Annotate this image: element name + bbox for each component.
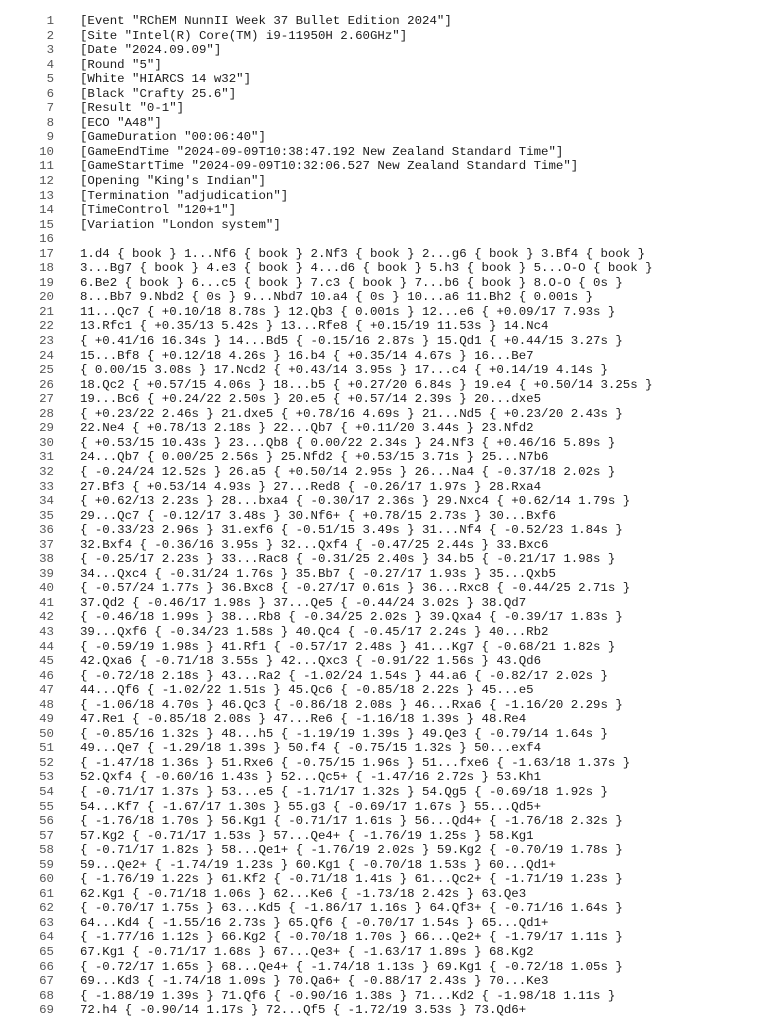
line-text[interactable]: 22.Ne4 { +0.78/13 2.18s } 22...Qb7 { +0.11/20 3.44s } 23.Nfd2	[80, 421, 534, 436]
line-text[interactable]: { -1.88/19 1.39s } 71.Qf6 { -0.90/16 1.38s } 71...Kd2 { -1.98/18 1.11s }	[80, 988, 616, 1003]
line-number: 2	[46, 28, 54, 43]
text-line[interactable]	[0, 509, 768, 524]
line-text[interactable]: { -0.57/24 1.77s } 36.Bxc8 { -0.27/17 0.61s } 36...Rxc8 { -0.44/25 2.71s }	[80, 581, 631, 596]
text-line[interactable]	[0, 392, 768, 407]
line-number: 1	[46, 14, 54, 28]
line-number: 28	[39, 406, 54, 421]
text-line[interactable]	[0, 989, 768, 1004]
line-text[interactable]: { -0.33/23 2.96s } 31.exf6 { -0.51/15 3.49s } 31...Nf4 { -0.52/23 1.84s }	[80, 523, 623, 538]
text-line[interactable]	[0, 494, 768, 509]
text-line[interactable]	[0, 814, 768, 829]
text-line[interactable]	[0, 785, 768, 800]
text-line[interactable]	[0, 305, 768, 320]
text-line[interactable]	[0, 130, 768, 145]
line-text[interactable]: 47.Re1 { -0.85/18 2.08s } 47...Re6 { -1.16/18 1.39s } 48.Re4	[80, 712, 527, 727]
line-number: 59	[39, 857, 54, 872]
line-text[interactable]: [Termination "adjudication"]	[80, 188, 289, 203]
text-line[interactable]	[0, 276, 768, 291]
line-number: 42	[39, 610, 54, 625]
text-line[interactable]	[0, 159, 768, 174]
text-line[interactable]	[0, 872, 768, 887]
line-text[interactable]: 15...Bf8 { +0.12/18 4.26s } 16.b4 { +0.35/14 4.67s } 16...Be7	[80, 348, 534, 363]
line-number: 39	[39, 566, 54, 581]
line-text[interactable]: 29...Qc7 { -0.12/17 3.48s } 30.Nf6+ { +0.78/15 2.73s } 30...Bxf6	[80, 508, 556, 523]
line-number: 48	[39, 697, 54, 712]
line-number: 67	[39, 974, 54, 989]
line-text[interactable]	[54, 232, 768, 247]
text-line[interactable]	[0, 436, 768, 451]
text-line[interactable]	[0, 174, 768, 189]
line-number: 30	[39, 435, 54, 450]
text-line[interactable]	[0, 756, 768, 771]
line-text[interactable]: [Site "Intel(R) Core(TM) i9-11950H 2.60GHz"]	[80, 28, 408, 43]
line-number: 69	[39, 1003, 54, 1018]
line-text[interactable]: 59...Qe2+ { -1.74/19 1.23s } 60.Kg1 { -0.70/18 1.53s } 60...Qd1+	[80, 857, 556, 872]
line-text[interactable]: [Round "5"]	[80, 57, 162, 72]
text-line[interactable]	[0, 363, 768, 378]
line-text[interactable]: 52.Qxf4 { -0.60/16 1.43s } 52...Qc5+ { -1.47/16 2.72s } 53.Kh1	[80, 770, 542, 785]
line-text[interactable]: 27.Bf3 { +0.53/14 4.93s } 27...Red8 { -0.26/17 1.97s } 28.Rxa4	[80, 479, 542, 494]
line-text[interactable]: 34...Qxc4 { -0.31/24 1.76s } 35.Bb7 { -0.27/17 1.93s } 35...Qxb5	[80, 566, 556, 581]
line-text[interactable]: 18.Qc2 { +0.57/15 4.06s } 18...b5 { +0.27/20 6.84s } 19.e4 { +0.50/14 3.25s }	[80, 377, 653, 392]
text-line[interactable]	[0, 421, 768, 436]
text-line[interactable]	[0, 43, 768, 58]
line-text[interactable]: { -0.46/18 1.99s } 38...Rb8 { -0.34/25 2.02s } 39.Qxa4 { -0.39/17 1.83s }	[80, 610, 623, 625]
text-line[interactable]	[0, 1003, 768, 1018]
text-line[interactable]	[0, 829, 768, 844]
text-line[interactable]	[0, 887, 768, 902]
line-number: 3	[46, 43, 54, 58]
line-text[interactable]: [Black "Crafty 25.6"]	[80, 86, 237, 101]
text-line[interactable]	[0, 770, 768, 785]
text-line[interactable]	[0, 58, 768, 73]
line-number: 49	[39, 712, 54, 727]
line-number: 35	[39, 508, 54, 523]
line-text[interactable]: { +0.62/13 2.23s } 28...bxa4 { -0.30/17 2.36s } 29.Nxc4 { +0.62/14 1.79s }	[80, 494, 631, 509]
line-text[interactable]: { -0.85/16 1.32s } 48...h5 { -1.19/19 1.39s } 49.Qe3 { -0.79/14 1.64s }	[80, 726, 608, 741]
text-line[interactable]	[0, 960, 768, 975]
line-number: 25	[39, 363, 54, 378]
line-text[interactable]: 44...Qf6 { -1.02/22 1.51s } 45.Qc6 { -0.85/18 2.22s } 45...e5	[80, 683, 534, 698]
line-text[interactable]: 13.Rfc1 { +0.35/13 5.42s } 13...Rfe8 { +0.15/19 11.53s } 14.Nc4	[80, 319, 549, 334]
text-line[interactable]	[0, 480, 768, 495]
line-text[interactable]: 32.Bxf4 { -0.36/16 3.95s } 32...Qxf4 { -0.47/25 2.44s } 33.Bxc6	[80, 537, 549, 552]
line-number: 64	[39, 930, 54, 945]
line-text[interactable]: { -0.24/24 12.52s } 26.a5 { +0.50/14 2.95s } 26...Na4 { -0.37/18 2.02s }	[80, 464, 616, 479]
line-text[interactable]: 72.h4 { -0.90/14 1.17s } 72...Qf5 { -1.72/19 3.53s } 73.Qd6+	[80, 1003, 527, 1018]
text-line[interactable]	[0, 145, 768, 160]
line-text[interactable]: 19...Bc6 { +0.24/22 2.50s } 20.e5 { +0.57/14 2.39s } 20...dxe5	[80, 392, 542, 407]
line-number: 57	[39, 828, 54, 843]
line-text[interactable]: { -1.47/18 1.36s } 51.Rxe6 { -0.75/15 1.96s } 51...fxe6 { -1.63/18 1.37s }	[80, 755, 631, 770]
line-text[interactable]: [ECO "A48"]	[80, 115, 162, 130]
text-line[interactable]	[0, 261, 768, 276]
line-text[interactable]: [Variation "London system"]	[80, 217, 281, 232]
text-line[interactable]	[0, 567, 768, 582]
text-line[interactable]	[0, 319, 768, 334]
text-line[interactable]	[0, 247, 768, 262]
line-number: 23	[39, 334, 54, 349]
line-number: 65	[39, 945, 54, 959]
text-line[interactable]	[0, 843, 768, 858]
line-text[interactable]: { -0.72/17 1.65s } 68...Qe4+ { -1.74/18 1.13s } 69.Kg1 { -0.72/18 1.05s }	[80, 959, 623, 974]
text-line[interactable]	[0, 974, 768, 989]
text-line[interactable]	[0, 858, 768, 873]
line-text[interactable]: [White "HIARCS 14 w32"]	[80, 72, 252, 87]
line-text[interactable]: 69...Kd3 { -1.74/18 1.09s } 70.Qa6+ { -0.88/17 2.43s } 70...Ke3	[80, 974, 549, 989]
text-line[interactable]	[0, 349, 768, 364]
text-line[interactable]	[0, 916, 768, 931]
text-line[interactable]	[0, 669, 768, 684]
text-line[interactable]	[0, 640, 768, 655]
line-text[interactable]: { +0.41/16 16.34s } 14...Bd5 { -0.15/16 2.87s } 15.Qd1 { +0.44/15 3.27s }	[80, 334, 623, 349]
line-number: 15	[39, 217, 54, 232]
line-number: 33	[39, 479, 54, 494]
line-text[interactable]: 3...Bg7 { book } 4.e3 { book } 4...d6 { book } 5.h3 { book } 5...O-O { book }	[80, 261, 653, 276]
text-line[interactable]	[0, 378, 768, 393]
text-line[interactable]	[0, 581, 768, 596]
text-line[interactable]	[0, 218, 768, 233]
text-line[interactable]	[0, 87, 768, 102]
text-line[interactable]	[0, 14, 768, 29]
line-text[interactable]: { -0.59/19 1.98s } 41.Rf1 { -0.57/17 2.48s } 41...Kg7 { -0.68/21 1.82s }	[80, 639, 616, 654]
line-number: 32	[39, 464, 54, 479]
line-text[interactable]: 6.Be2 { book } 6...c5 { book } 7.c3 { book } 7...b6 { book } 8.O-O { 0s }	[80, 275, 623, 290]
text-line[interactable]	[0, 727, 768, 742]
text-line[interactable]	[0, 538, 768, 553]
line-text[interactable]: 57.Kg2 { -0.71/17 1.53s } 57...Qe4+ { -1.76/19 1.25s } 58.Kg1	[80, 828, 534, 843]
line-number: 58	[39, 843, 54, 858]
line-text[interactable]: { -0.71/17 1.37s } 53...e5 { -1.71/17 1.32s } 54.Qg5 { -0.69/18 1.92s }	[80, 784, 608, 799]
line-number: 63	[39, 915, 54, 930]
line-number: 61	[39, 886, 54, 901]
line-text[interactable]: [Opening "King's Indian"]	[80, 174, 266, 189]
text-line[interactable]	[0, 465, 768, 480]
text-line[interactable]	[0, 101, 768, 116]
text-line[interactable]	[0, 232, 768, 247]
text-line[interactable]	[0, 116, 768, 131]
text-line[interactable]	[0, 450, 768, 465]
line-number: 47	[39, 683, 54, 698]
line-number: 20	[39, 290, 54, 305]
line-number: 8	[46, 115, 54, 130]
text-line[interactable]	[0, 625, 768, 640]
text-line[interactable]	[0, 698, 768, 713]
line-text[interactable]: 62.Kg1 { -0.71/18 1.06s } 62...Ke6 { -1.73/18 2.42s } 63.Qe3	[80, 886, 527, 901]
text-line[interactable]	[0, 290, 768, 305]
line-number: 6	[46, 86, 54, 101]
line-number: 5	[46, 72, 54, 87]
text-line[interactable]	[0, 930, 768, 945]
line-text[interactable]: 64...Kd4 { -1.55/16 2.73s } 65.Qf6 { -0.70/17 1.54s } 65...Qd1+	[80, 915, 549, 930]
line-text[interactable]: { -1.76/18 1.70s } 56.Kg1 { -0.71/17 1.61s } 56...Qd4+ { -1.76/18 2.32s }	[80, 814, 623, 829]
text-line[interactable]	[0, 596, 768, 611]
text-line[interactable]	[0, 901, 768, 916]
line-number: 16	[39, 232, 54, 247]
line-text[interactable]: { -1.06/18 4.70s } 46.Qc3 { -0.86/18 2.08s } 46...Rxa6 { -1.16/20 2.29s }	[80, 697, 623, 712]
text-line[interactable]	[0, 29, 768, 44]
line-text[interactable]: 37.Qd2 { -0.46/17 1.98s } 37...Qe5 { -0.44/24 3.02s } 38.Qd7	[80, 595, 527, 610]
line-number: 19	[39, 275, 54, 290]
text-line[interactable]	[0, 800, 768, 815]
line-text[interactable]: [Date "2024.09.09"]	[80, 43, 222, 58]
line-number: 7	[46, 101, 54, 116]
text-line[interactable]	[0, 741, 768, 756]
line-number: 13	[39, 188, 54, 203]
line-number: 56	[39, 814, 54, 829]
line-number: 38	[39, 552, 54, 567]
line-text[interactable]: [Event "RChEM NunnII Week 37 Bullet Edition 2024"]	[80, 14, 452, 28]
line-text[interactable]: [GameDuration "00:06:40"]	[80, 130, 266, 145]
line-text[interactable]: { -1.76/19 1.22s } 61.Kf2 { -0.71/18 1.41s } 61...Qc2+ { -1.71/19 1.23s }	[80, 872, 623, 887]
line-number: 18	[39, 261, 54, 276]
line-number: 27	[39, 392, 54, 407]
text-line[interactable]	[0, 945, 768, 960]
line-text[interactable]: { -0.71/17 1.82s } 58...Qe1+ { -1.76/19 2.02s } 59.Kg2 { -0.70/19 1.78s }	[80, 843, 623, 858]
line-number: 26	[39, 377, 54, 392]
line-number: 36	[39, 523, 54, 538]
text-line[interactable]	[0, 654, 768, 669]
line-number: 10	[39, 144, 54, 159]
line-number: 14	[39, 203, 54, 218]
line-number: 31	[39, 450, 54, 465]
line-text[interactable]: 8...Bb7 9.Nbd2 { 0s } 9...Nbd7 10.a4 { 0s } 10...a6 11.Bh2 { 0.001s }	[80, 290, 594, 305]
line-number: 52	[39, 755, 54, 770]
line-text[interactable]: 1.d4 { book } 1...Nf6 { book } 2.Nf3 { book } 2...g6 { book } 3.Bf4 { book }	[80, 246, 646, 261]
line-text[interactable]: 67.Kg1 { -0.71/17 1.68s } 67...Qe3+ { -1.63/17 1.89s } 68.Kg2	[80, 945, 534, 959]
text-editor[interactable]	[0, 14, 768, 1018]
line-number: 34	[39, 494, 54, 509]
line-number: 4	[46, 57, 54, 72]
line-number: 29	[39, 421, 54, 436]
line-text[interactable]: 11...Qc7 { +0.10/18 8.78s } 12.Qb3 { 0.001s } 12...e6 { +0.09/17 7.93s }	[80, 304, 616, 319]
line-number: 43	[39, 624, 54, 639]
line-number: 53	[39, 770, 54, 785]
text-line[interactable]	[0, 552, 768, 567]
line-number: 44	[39, 639, 54, 654]
line-number: 9	[46, 130, 54, 145]
line-text[interactable]: 42.Qxa6 { -0.71/18 3.55s } 42...Qxc3 { -0.91/22 1.56s } 43.Qd6	[80, 654, 542, 669]
text-line[interactable]	[0, 712, 768, 727]
line-number: 21	[39, 304, 54, 319]
text-line[interactable]	[0, 523, 768, 538]
line-number: 54	[39, 784, 54, 799]
line-number: 45	[39, 654, 54, 669]
line-number: 55	[39, 799, 54, 814]
line-number: 51	[39, 741, 54, 756]
line-number: 66	[39, 959, 54, 974]
line-text[interactable]: { -1.77/16 1.12s } 66.Kg2 { -0.70/18 1.70s } 66...Qe2+ { -1.79/17 1.11s }	[80, 930, 623, 945]
text-line[interactable]	[0, 72, 768, 87]
line-text[interactable]: { 0.00/15 3.08s } 17.Ncd2 { +0.43/14 3.95s } 17...c4 { +0.14/19 4.14s }	[80, 363, 608, 378]
line-text[interactable]: { -0.70/17 1.75s } 63...Kd5 { -1.86/17 1.16s } 64.Qf3+ { -0.71/16 1.64s }	[80, 901, 623, 916]
line-text[interactable]: [GameEndTime "2024-09-09T10:38:47.192 New Zealand Standard Time"]	[80, 144, 564, 159]
line-text[interactable]: [Result "0-1"]	[80, 101, 185, 116]
line-text[interactable]: 54...Kf7 { -1.67/17 1.30s } 55.g3 { -0.69/17 1.67s } 55...Qd5+	[80, 799, 542, 814]
line-text[interactable]: { -0.25/17 2.23s } 33...Rac8 { -0.31/25 2.40s } 34.b5 { -0.21/17 1.98s }	[80, 552, 616, 567]
line-number: 60	[39, 872, 54, 887]
line-text[interactable]: [TimeControl "120+1"]	[80, 203, 237, 218]
text-line[interactable]	[0, 189, 768, 204]
line-text[interactable]: 39...Qxf6 { -0.34/23 1.58s } 40.Qc4 { -0.45/17 2.24s } 40...Rb2	[80, 624, 549, 639]
line-number: 40	[39, 581, 54, 596]
line-number: 11	[39, 159, 54, 174]
line-number: 41	[39, 595, 54, 610]
line-number: 46	[39, 668, 54, 683]
text-line[interactable]	[0, 334, 768, 349]
line-number: 17	[39, 246, 54, 261]
line-text[interactable]: 24...Qb7 { 0.00/25 2.56s } 25.Nfd2 { +0.53/15 3.71s } 25...N7b6	[80, 450, 549, 465]
line-number: 12	[39, 174, 54, 189]
line-text[interactable]: { +0.53/15 10.43s } 23...Qb8 { 0.00/22 2.34s } 24.Nf3 { +0.46/16 5.89s }	[80, 435, 616, 450]
line-text[interactable]: { +0.23/22 2.46s } 21.dxe5 { +0.78/16 4.69s } 21...Nd5 { +0.23/20 2.43s }	[80, 406, 623, 421]
line-text[interactable]: { -0.72/18 2.18s } 43...Ra2 { -1.02/24 1.54s } 44.a6 { -0.82/17 2.02s }	[80, 668, 608, 683]
line-number: 62	[39, 901, 54, 916]
line-text[interactable]: 49...Qe7 { -1.29/18 1.39s } 50.f4 { -0.75/15 1.32s } 50...exf4	[80, 741, 542, 756]
line-text[interactable]: [GameStartTime "2024-09-09T10:32:06.527 New Zealand Standard Time"]	[80, 159, 579, 174]
line-number: 50	[39, 726, 54, 741]
line-number: 68	[39, 988, 54, 1003]
line-number: 37	[39, 537, 54, 552]
text-line[interactable]	[0, 610, 768, 625]
line-number: 24	[39, 348, 54, 363]
text-line[interactable]	[0, 203, 768, 218]
line-number: 22	[39, 319, 54, 334]
text-line[interactable]	[0, 683, 768, 698]
text-line[interactable]	[0, 407, 768, 422]
